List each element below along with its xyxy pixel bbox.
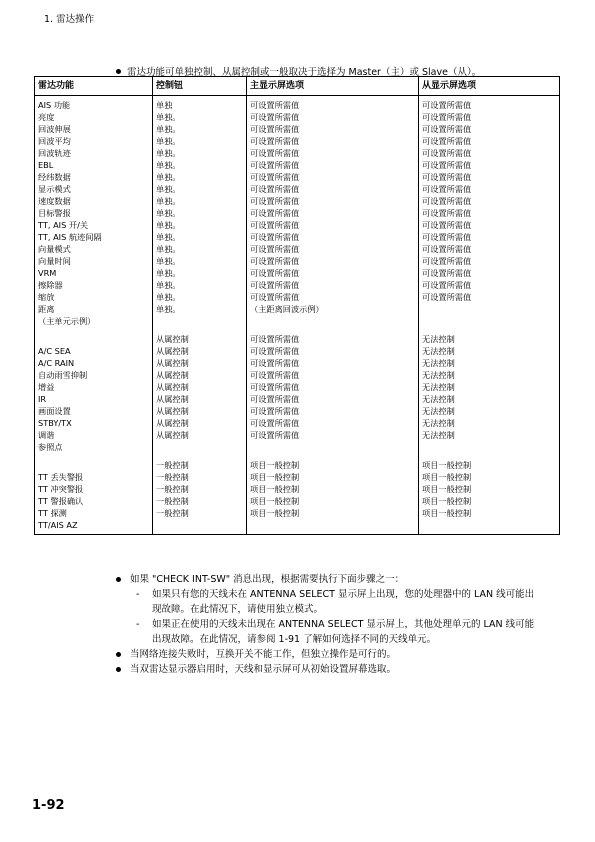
cell-line: 增益 bbox=[38, 382, 55, 392]
cell-line: 从属控制 bbox=[156, 334, 189, 344]
cell-line: 向量模式 bbox=[38, 244, 71, 254]
cell-line: 可设置所需值 bbox=[422, 208, 472, 218]
table-row bbox=[35, 96, 560, 331]
cell-line: 单独。 bbox=[156, 148, 181, 158]
cell-line: 单独。 bbox=[156, 256, 181, 266]
cell-line: 可设置所需值 bbox=[422, 220, 472, 230]
cell-line: 可设置所需值 bbox=[422, 136, 472, 146]
cell-line: 可设置所需值 bbox=[422, 232, 472, 242]
cell-line: 可设置所需值 bbox=[250, 394, 300, 404]
cell-line: 无法控制 bbox=[422, 334, 455, 344]
cell-line: 可设置所需值 bbox=[422, 196, 472, 206]
cell-line: 项目一般控制 bbox=[422, 484, 472, 494]
cell-line: 单独。 bbox=[156, 244, 181, 254]
cell-line: IR bbox=[38, 394, 47, 404]
cell-line: 可设置所需值 bbox=[422, 124, 472, 134]
cell-line: 回波伸展 bbox=[38, 124, 71, 134]
cell-line: 可设置所需值 bbox=[250, 382, 300, 392]
cell-line: 单独。 bbox=[156, 172, 181, 182]
bullet-dot-icon bbox=[116, 667, 121, 672]
cell-line: TT 丢失警报 bbox=[38, 472, 84, 482]
cell-line: 项目一般控制 bbox=[250, 472, 300, 482]
header-control: 控制钮 bbox=[153, 77, 247, 96]
cell-line: 可设置所需值 bbox=[250, 220, 300, 230]
notes-section bbox=[116, 572, 536, 677]
dash-marker: - bbox=[136, 589, 140, 600]
cell-line: 单独。 bbox=[156, 124, 181, 134]
cell-line: 从属控制 bbox=[156, 370, 189, 380]
table-row bbox=[35, 330, 560, 456]
cell-line: 从属控制 bbox=[156, 418, 189, 428]
sub-item-text: 如果正在使用的天线未出现在 ANTENNA SELECT 显示屏上，其他处理单元的 LAN 线可能出现故障。在此情况，请参阅 1-91 了解如何选择不同的天线单元。 bbox=[152, 619, 535, 645]
cell-line: TT 警报确认 bbox=[38, 496, 84, 506]
cell-line: 可设置所需值 bbox=[250, 208, 300, 218]
cell-line: 可设置所需值 bbox=[250, 172, 300, 182]
cell-line: （主单元示例） bbox=[38, 316, 96, 326]
cell-line: 项目一般控制 bbox=[250, 496, 300, 506]
cell-line: 单独。 bbox=[156, 268, 181, 278]
function-cell bbox=[35, 456, 153, 535]
cell-line: 单独。 bbox=[156, 160, 181, 170]
cell-line: 项目一般控制 bbox=[422, 496, 472, 506]
cell-line: 自动雨雪抑制 bbox=[38, 370, 88, 380]
cell-line: 单独。 bbox=[156, 136, 181, 146]
header-slave: 从显示屏选项 bbox=[419, 77, 560, 96]
cell-line: 擦除器 bbox=[38, 280, 63, 290]
cell-line: 无法控制 bbox=[422, 394, 455, 404]
cell-line: 从属控制 bbox=[156, 394, 189, 404]
cell-line: 向量时间 bbox=[38, 256, 71, 266]
cell-line: 可设置所需值 bbox=[422, 184, 472, 194]
cell-line: TT 探测 bbox=[38, 508, 67, 518]
cell-line: 画面设置 bbox=[38, 406, 71, 416]
table-header-row bbox=[35, 77, 560, 96]
cell-line: 项目一般控制 bbox=[422, 508, 472, 518]
header-function: 雷达功能 bbox=[35, 77, 153, 96]
bullet-dot-icon bbox=[116, 69, 121, 74]
cell-line: 单独。 bbox=[156, 220, 181, 230]
master-option-cell bbox=[247, 96, 419, 331]
cell-line: 一般控制 bbox=[156, 472, 189, 482]
cell-line: 无法控制 bbox=[422, 358, 455, 368]
slave-option-cell bbox=[419, 330, 560, 456]
cell-line: 可设置所需值 bbox=[250, 100, 300, 110]
cell-line: 项目一般控制 bbox=[250, 460, 300, 470]
cell-line: TT 冲突警报 bbox=[38, 484, 84, 494]
bullet-dot-icon bbox=[116, 577, 121, 582]
cell-line: 从属控制 bbox=[156, 358, 189, 368]
cell-line: 可设置所需值 bbox=[250, 430, 300, 440]
dual-radar-note-text: 当双雷达显示器启用时，天线和显示屏可从初始设置屏幕选取。 bbox=[130, 664, 397, 675]
cell-line: 回波轨迹 bbox=[38, 148, 71, 158]
cell-line: 可设置所需值 bbox=[250, 268, 300, 278]
cell-line: 单独。 bbox=[156, 280, 181, 290]
cell-line: TT, AIS 开/关 bbox=[38, 220, 89, 230]
cell-line: 可设置所需值 bbox=[422, 112, 472, 122]
dual-radar-note bbox=[116, 662, 536, 677]
cell-line: 可设置所需值 bbox=[250, 256, 300, 266]
master-option-cell bbox=[247, 330, 419, 456]
cell-line: 目标警报 bbox=[38, 208, 71, 218]
header-master: 主显示屏选项 bbox=[247, 77, 419, 96]
cell-line: 经纬数据 bbox=[38, 172, 71, 182]
table-row bbox=[35, 456, 560, 535]
cell-line: STBY/TX bbox=[38, 418, 72, 428]
cell-line: 从属控制 bbox=[156, 430, 189, 440]
cell-line: 可设置所需值 bbox=[422, 280, 472, 290]
cell-line: 速度数据 bbox=[38, 196, 71, 206]
cell-line: 单独。 bbox=[156, 196, 181, 206]
cell-line: 可设置所需值 bbox=[422, 160, 472, 170]
control-cell bbox=[153, 96, 247, 331]
cell-line: 距离 bbox=[38, 304, 55, 314]
cell-line: 单独。 bbox=[156, 112, 181, 122]
cell-line: 从属控制 bbox=[156, 406, 189, 416]
cell-line: 单独。 bbox=[156, 292, 181, 302]
cell-line bbox=[38, 333, 149, 345]
cell-line: 可设置所需值 bbox=[250, 334, 300, 344]
cell-line: 单独 bbox=[156, 100, 173, 110]
cell-line: 项目一般控制 bbox=[422, 460, 472, 470]
bullet-dot-icon bbox=[116, 652, 121, 657]
slave-option-cell bbox=[419, 96, 560, 331]
cell-line: 无法控制 bbox=[422, 346, 455, 356]
cell-line: 从属控制 bbox=[156, 382, 189, 392]
cell-line: 可设置所需值 bbox=[250, 346, 300, 356]
cell-line: 调谐 bbox=[38, 430, 55, 440]
check-int-sw-note bbox=[116, 572, 536, 587]
cell-line: 可设置所需值 bbox=[250, 160, 300, 170]
cell-line: 可设置所需值 bbox=[422, 100, 472, 110]
cell-line: 一般控制 bbox=[156, 484, 189, 494]
control-cell bbox=[153, 330, 247, 456]
function-cell bbox=[35, 330, 153, 456]
cell-line: 项目一般控制 bbox=[250, 508, 300, 518]
master-option-cell bbox=[247, 456, 419, 535]
cell-line: 可设置所需值 bbox=[250, 418, 300, 428]
cell-line: 回波平均 bbox=[38, 136, 71, 146]
cell-line: VRM bbox=[38, 268, 57, 278]
network-note bbox=[116, 647, 536, 662]
radar-function-table bbox=[34, 76, 560, 535]
cell-line: 可设置所需值 bbox=[422, 244, 472, 254]
cell-line: 可设置所需值 bbox=[422, 148, 472, 158]
function-cell bbox=[35, 96, 153, 331]
cell-line: 可设置所需值 bbox=[250, 280, 300, 290]
section-header: 1. 雷达操作 bbox=[44, 14, 95, 25]
cell-line: 无法控制 bbox=[422, 430, 455, 440]
check-int-sw-text: 如果 "CHECK INT-SW" 消息出现，根据需要执行下面步骤之一： bbox=[130, 574, 405, 585]
cell-line: 一般控制 bbox=[156, 496, 189, 506]
cell-line: 可设置所需值 bbox=[422, 268, 472, 278]
cell-line: 可设置所需值 bbox=[250, 136, 300, 146]
cell-line: 可设置所需值 bbox=[422, 256, 472, 266]
cell-line: 无法控制 bbox=[422, 382, 455, 392]
cell-line: 可设置所需值 bbox=[250, 184, 300, 194]
cell-line: 可设置所需值 bbox=[250, 196, 300, 206]
cell-line: TT/AIS AZ bbox=[38, 520, 78, 530]
cell-line: 项目一般控制 bbox=[422, 472, 472, 482]
cell-line: 可设置所需值 bbox=[250, 292, 300, 302]
intro-text: 雷达功能可单独控制、从属控制或一般取决于选择为 Master（主）或 Slave（从）。 bbox=[127, 67, 482, 78]
cell-line: 单独。 bbox=[156, 232, 181, 242]
cell-line: EBL bbox=[38, 160, 54, 170]
cell-line: 可设置所需值 bbox=[250, 244, 300, 254]
cell-line: TT, AIS 航迹间隔 bbox=[38, 232, 102, 242]
cell-line: 一般控制 bbox=[156, 508, 189, 518]
cell-line: A/C RAIN bbox=[38, 358, 75, 368]
sub-item-text: 如果只有您的天线未在 ANTENNA SELECT 显示屏上出现，您的处理器中的 LAN 线可能出现故障。在此情况下，请使用独立模式。 bbox=[152, 589, 535, 615]
cell-line: 可设置所需值 bbox=[422, 172, 472, 182]
cell-line: 一般控制 bbox=[156, 460, 189, 470]
cell-line: 可设置所需值 bbox=[250, 112, 300, 122]
cell-line: 参照点 bbox=[38, 442, 63, 452]
control-cell bbox=[153, 456, 247, 535]
cell-line bbox=[38, 459, 149, 471]
cell-line: 单独。 bbox=[156, 184, 181, 194]
cell-line: 无法控制 bbox=[422, 406, 455, 416]
cell-line: 可设置所需值 bbox=[250, 370, 300, 380]
cell-line: 无法控制 bbox=[422, 370, 455, 380]
slave-option-cell bbox=[419, 456, 560, 535]
cell-line: 可设置所需值 bbox=[250, 124, 300, 134]
cell-line: 从属控制 bbox=[156, 346, 189, 356]
sub-item bbox=[126, 587, 536, 617]
cell-line: 显示模式 bbox=[38, 184, 71, 194]
page-number: 1-92 bbox=[32, 798, 65, 813]
cell-line: （主距离回波示例） bbox=[250, 304, 324, 314]
cell-line: 可设置所需值 bbox=[422, 292, 472, 302]
sub-item bbox=[126, 617, 536, 647]
cell-line: 亮度 bbox=[38, 112, 55, 122]
cell-line: 可设置所需值 bbox=[250, 358, 300, 368]
network-note-text: 当网络连接失败时，互换开关不能工作，但独立操作是可行的。 bbox=[130, 649, 397, 660]
cell-line: 单独。 bbox=[156, 304, 181, 314]
dash-marker: - bbox=[136, 619, 140, 630]
cell-line: 单独。 bbox=[156, 208, 181, 218]
cell-line: 可设置所需值 bbox=[250, 148, 300, 158]
cell-line: 可设置所需值 bbox=[250, 406, 300, 416]
cell-line: 项目一般控制 bbox=[250, 484, 300, 494]
cell-line: 可设置所需值 bbox=[250, 232, 300, 242]
cell-line: 无法控制 bbox=[422, 418, 455, 428]
cell-line: A/C SEA bbox=[38, 346, 71, 356]
cell-line: 缩放 bbox=[38, 292, 55, 302]
cell-line: AIS 功能 bbox=[38, 100, 71, 110]
